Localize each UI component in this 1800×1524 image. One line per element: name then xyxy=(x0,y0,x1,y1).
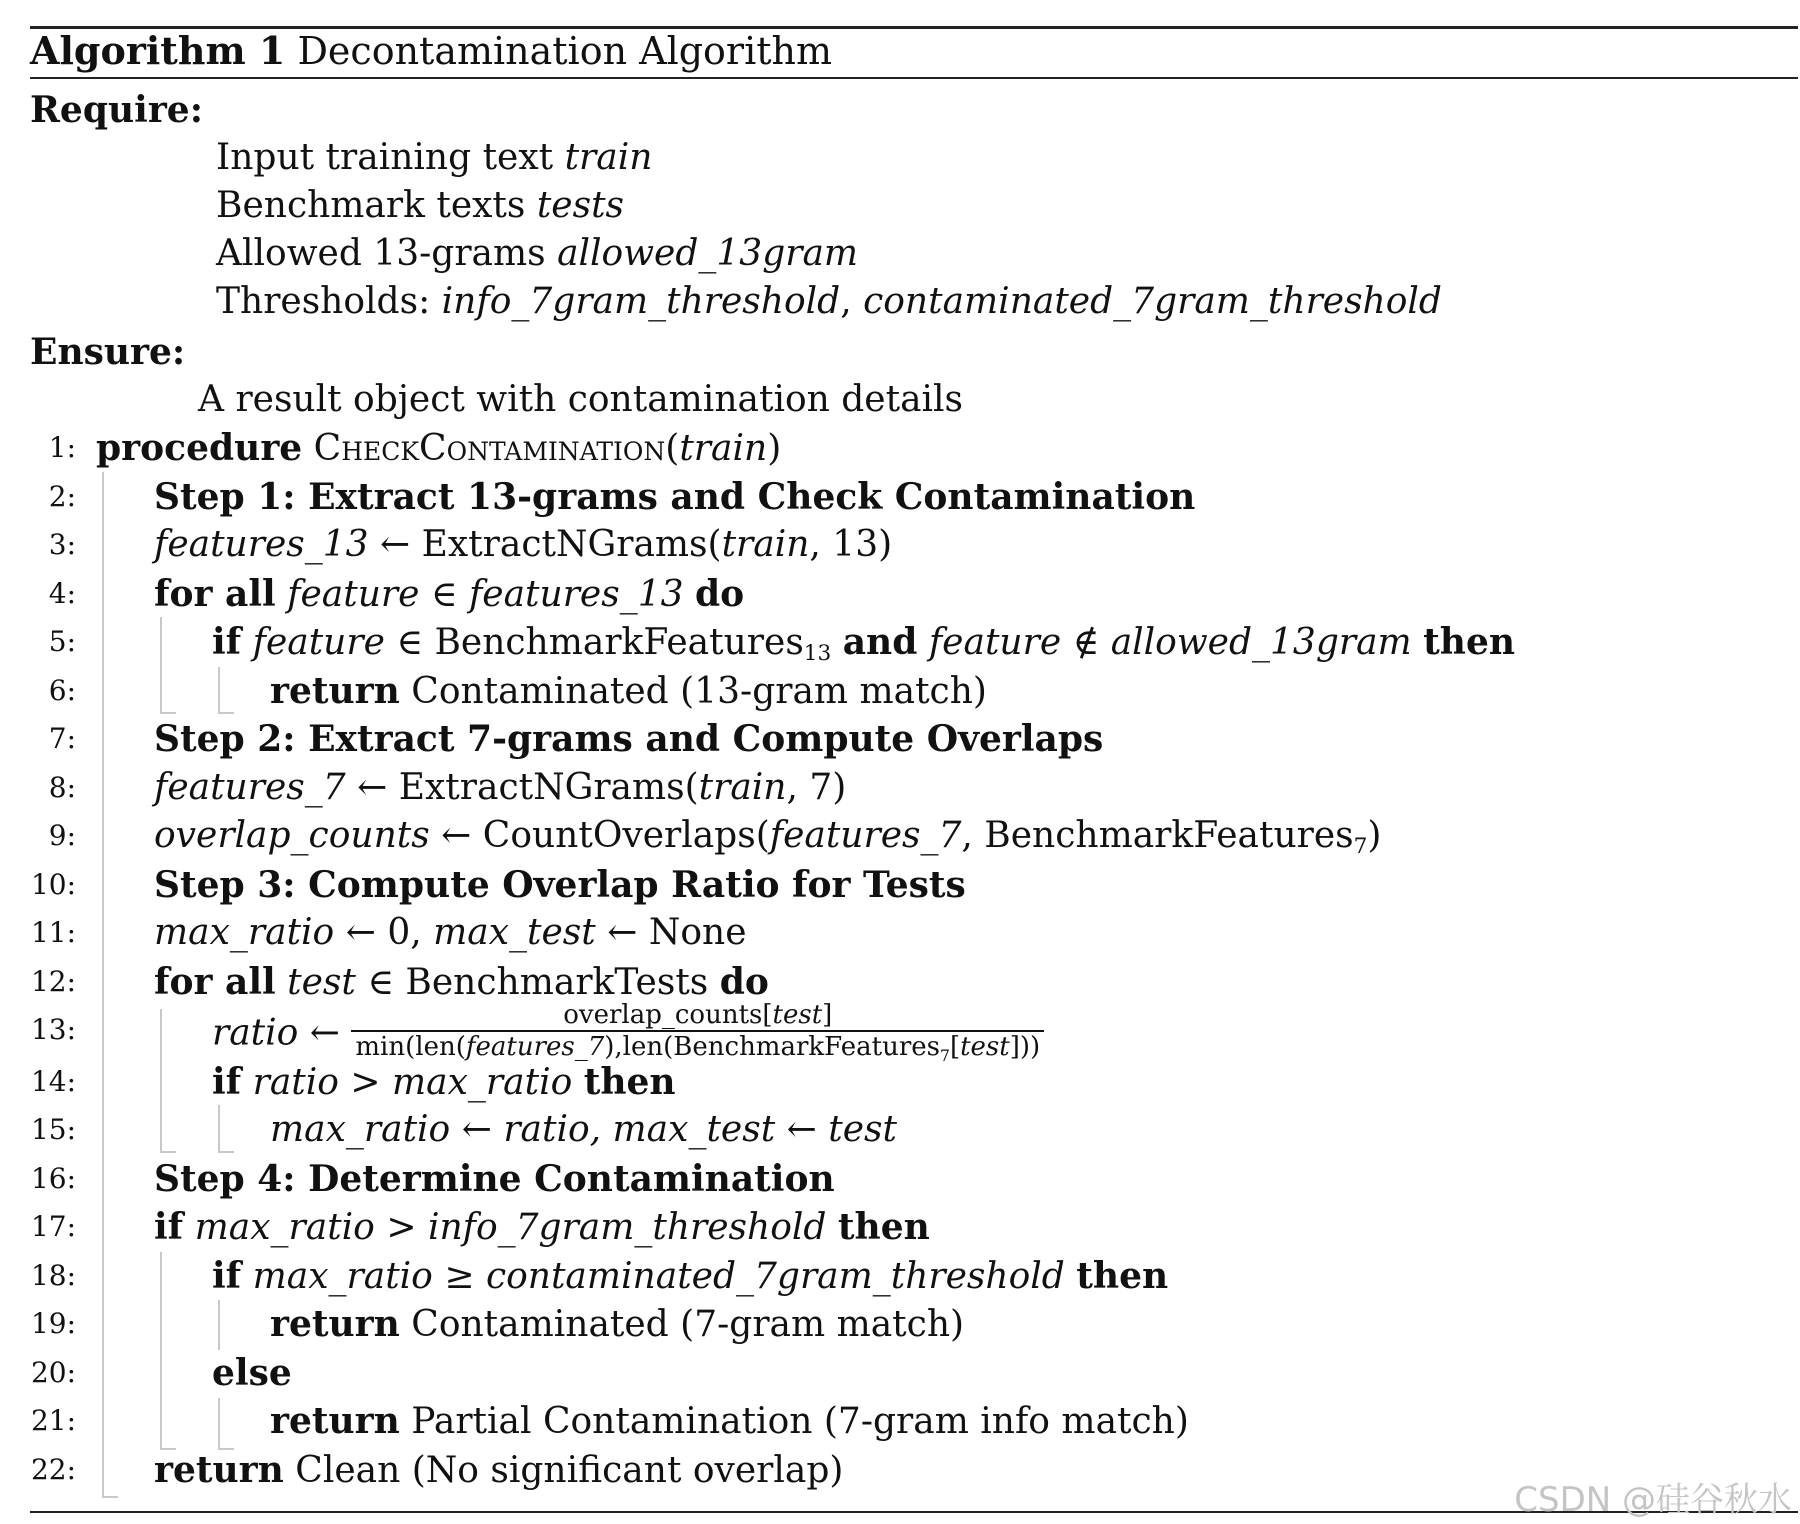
line-number: 3: xyxy=(48,528,76,561)
watermark: CSDN @硅谷秋水 xyxy=(1514,1480,1792,1520)
for-guide-bar xyxy=(160,1009,162,1153)
require-item: Input training text train xyxy=(216,137,653,178)
line-number: 17: xyxy=(30,1210,76,1243)
line-number: 16: xyxy=(30,1162,76,1195)
step-heading: Step 4: Determine Contamination xyxy=(154,1158,835,1200)
procedure-name: CheckContamination xyxy=(313,428,666,469)
if-guide-bar xyxy=(218,1105,220,1153)
line-number: 6: xyxy=(48,674,76,707)
line-number: 1: xyxy=(48,431,76,464)
ensure-label: Ensure: xyxy=(30,331,186,373)
ensure-text: A result object with contamination details xyxy=(198,379,964,420)
fraction-numerator: overlap_counts[test] xyxy=(563,1000,833,1030)
line-number: 12: xyxy=(30,965,76,998)
line-number: 14: xyxy=(30,1065,76,1098)
if-guide-bar xyxy=(160,1252,162,1450)
line-number: 9: xyxy=(48,819,76,852)
else-guide-bar xyxy=(218,1398,220,1450)
require-item: Benchmark texts tests xyxy=(216,185,625,226)
line-number: 2: xyxy=(48,480,76,513)
step-heading: Step 1: Extract 13-grams and Check Contamination xyxy=(154,476,1196,518)
algorithm-title: Decontamination Algorithm xyxy=(297,29,833,73)
algorithm-caption xyxy=(30,28,832,74)
caption-rule xyxy=(30,77,1798,79)
step-heading: Step 3: Compute Overlap Ratio for Tests xyxy=(154,864,966,906)
line-number: 20: xyxy=(30,1356,76,1389)
require-item: Thresholds: info_7gram_threshold, contaminated_7gram_threshold xyxy=(216,281,1442,322)
then-guide-bar xyxy=(218,1300,220,1350)
algorithm-label: Algorithm 1 xyxy=(30,28,286,73)
line-number: 22: xyxy=(30,1453,76,1486)
line-number: 13: xyxy=(30,1013,76,1046)
for-guide-bar xyxy=(160,617,162,714)
line-number: 18: xyxy=(30,1259,76,1292)
procedure-guide-bar xyxy=(102,472,104,1498)
require-item: Allowed 13-grams allowed_13gram xyxy=(216,233,859,274)
line-number: 5: xyxy=(48,625,76,658)
line-number: 8: xyxy=(48,771,76,804)
fraction-denominator: min(len(features_7),len(BenchmarkFeatures$_7$[test])) xyxy=(351,1030,1044,1071)
line-number: 10: xyxy=(30,868,76,901)
line-number: 11: xyxy=(30,916,76,949)
require-label: Require: xyxy=(30,89,204,131)
line-number: 21: xyxy=(30,1404,76,1437)
line-number: 19: xyxy=(30,1307,76,1340)
line-number: 15: xyxy=(30,1113,76,1146)
line-number: 7: xyxy=(48,722,76,755)
step-heading: Step 2: Extract 7-grams and Compute Overlaps xyxy=(154,718,1104,760)
line-number: 4: xyxy=(48,577,76,610)
